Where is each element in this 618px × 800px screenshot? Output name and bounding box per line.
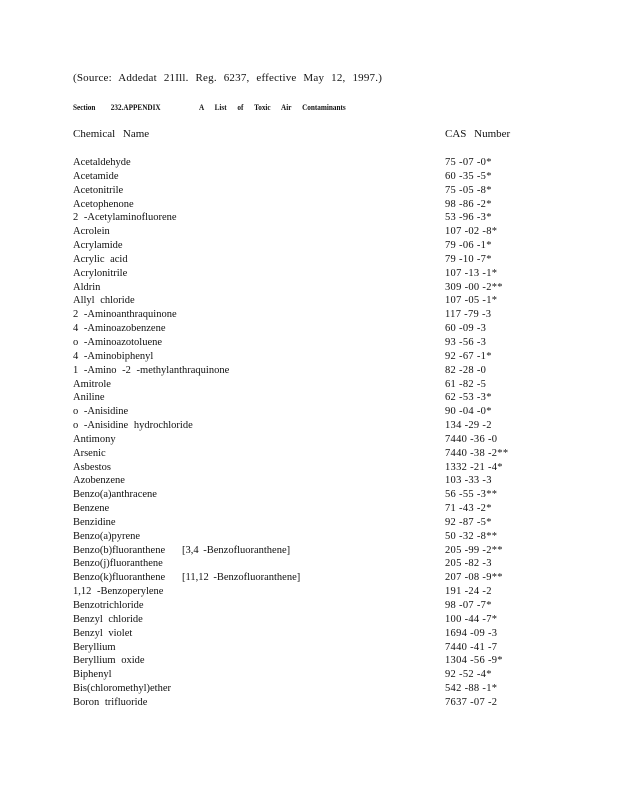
chemical-name: Biphenyl xyxy=(73,669,112,681)
chemical-name: Bis(chloromethyl)ether xyxy=(73,683,171,695)
list-item xyxy=(0,225,618,239)
chemical-name: Amitrole xyxy=(73,378,111,390)
chemical-name: Acrylonitrile xyxy=(73,267,128,279)
list-item xyxy=(0,253,618,267)
section-header xyxy=(73,103,346,112)
cas-number: 92 -52 -4* xyxy=(445,669,492,681)
list-item xyxy=(0,502,618,516)
chemical-name: Benzyl violet xyxy=(73,627,133,639)
cas-number: 82 -28 -0 xyxy=(445,364,487,376)
list-item xyxy=(0,668,618,682)
chemical-name: Benzo(b)fluoranthene xyxy=(73,544,166,556)
cas-number: 75 -07 -0* xyxy=(445,157,492,168)
list-item xyxy=(0,447,618,461)
list-item xyxy=(0,419,618,433)
contaminant-list xyxy=(0,156,618,710)
list-item xyxy=(0,198,618,212)
cas-number: 205 -99 -2** xyxy=(445,544,503,556)
cas-number: 98 -07 -7* xyxy=(445,600,492,611)
list-item xyxy=(0,627,618,641)
list-item xyxy=(0,682,618,696)
chemical-name: Benzo(a)anthracene xyxy=(73,489,157,501)
chemical-name: Benzo(j)fluoranthene xyxy=(73,558,163,570)
list-item xyxy=(0,364,618,378)
cas-number: 90 -04 -0* xyxy=(445,406,492,418)
chemical-name: Arsenic xyxy=(73,447,106,459)
list-item xyxy=(0,350,618,364)
list-item xyxy=(0,239,618,253)
list-item xyxy=(0,696,618,710)
cas-number: 98 -86 -2* xyxy=(445,198,492,210)
cas-number: 61 -82 -5 xyxy=(445,378,487,390)
chemical-name: 2 -Aminoanthraquinone xyxy=(73,309,177,321)
list-item xyxy=(0,474,618,488)
cas-number: 53 -96 -3* xyxy=(445,212,492,224)
list-item xyxy=(0,211,618,225)
cas-number: 107 -05 -1* xyxy=(445,295,498,307)
cas-number: 205 -82 -3 xyxy=(445,558,492,570)
chemical-name: 1 -Amino -2 -methylanthraquinone xyxy=(73,364,230,376)
list-item xyxy=(0,294,618,308)
cas-number: 1332 -21 -4* xyxy=(445,461,503,473)
cas-number: 107 -13 -1* xyxy=(445,267,498,279)
chemical-name: Allyl chloride xyxy=(73,295,135,307)
list-item xyxy=(0,571,618,585)
section-title: A List of Toxic Air Contaminants xyxy=(199,103,346,112)
cas-number: 50 -32 -8** xyxy=(445,530,498,542)
chemical-name: o -Aminoazotoluene xyxy=(73,336,163,348)
list-item xyxy=(0,336,618,350)
cas-number: 92 -67 -1* xyxy=(445,350,492,362)
list-item xyxy=(0,322,618,336)
list-item xyxy=(0,267,618,281)
cas-number: 60 -09 -3 xyxy=(445,323,487,335)
chemical-name: Benzene xyxy=(73,503,110,515)
cas-number: 1694 -09 -3 xyxy=(445,627,498,639)
cas-number-header: CAS Number xyxy=(445,128,511,140)
chemical-name: o -Anisidine hydrochloride xyxy=(73,420,193,432)
chemical-name: Benzotrichloride xyxy=(73,600,144,611)
cas-number: 309 -00 -2** xyxy=(445,281,503,293)
list-item xyxy=(0,156,618,170)
list-item xyxy=(0,488,618,502)
chemical-name: Beryllium oxide xyxy=(73,655,145,667)
list-item xyxy=(0,654,618,668)
chemical-name: 4 -Aminobiphenyl xyxy=(73,350,154,362)
section-label: Section xyxy=(73,103,96,112)
cas-number: 56 -55 -3** xyxy=(445,489,498,501)
chemical-name: Benzo(a)pyrene xyxy=(73,530,141,542)
chemical-name-header: Chemical Name xyxy=(73,128,150,140)
cas-number: 134 -29 -2 xyxy=(445,420,492,432)
chemical-name: Beryllium xyxy=(73,641,116,653)
chemical-name: 4 -Aminoazobenzene xyxy=(73,323,166,335)
chemical-name: Aldrin xyxy=(73,281,101,293)
cas-number: 107 -02 -8* xyxy=(445,226,498,238)
list-item xyxy=(0,378,618,392)
chemical-name: Antimony xyxy=(73,433,116,445)
chemical-name: o -Anisidine xyxy=(73,406,129,418)
chemical-name: Acetonitrile xyxy=(73,184,124,196)
cas-number: 71 -43 -2* xyxy=(445,503,492,515)
chemical-name: 2 -Acetylaminofluorene xyxy=(73,212,177,224)
cas-number: 7440 -41 -7 xyxy=(445,641,498,653)
chemical-name: Acrylamide xyxy=(73,240,123,252)
chemical-name: Azobenzene xyxy=(73,475,125,487)
list-item xyxy=(0,599,618,613)
chemical-name: Boron trifluoride xyxy=(73,696,148,708)
list-item xyxy=(0,281,618,295)
cas-number: 207 -08 -9** xyxy=(445,572,503,584)
list-item xyxy=(0,433,618,447)
chemical-name: Acetamide xyxy=(73,170,119,182)
chemical-synonym: [3,4 -Benzofluoranthene] xyxy=(182,544,291,556)
list-item xyxy=(0,308,618,322)
cas-number: 62 -53 -3* xyxy=(445,392,492,404)
cas-number: 92 -87 -5* xyxy=(445,516,492,528)
list-item xyxy=(0,557,618,571)
cas-number: 60 -35 -5* xyxy=(445,170,492,182)
list-item xyxy=(0,405,618,419)
chemical-name: Benzyl chloride xyxy=(73,613,143,625)
cas-number: 103 -33 -3 xyxy=(445,475,492,487)
section-appendix: 232.APPENDIX xyxy=(110,103,161,112)
cas-number: 7440 -36 -0 xyxy=(445,433,498,445)
list-item xyxy=(0,641,618,655)
cas-number: 93 -56 -3 xyxy=(445,336,487,348)
cas-number: 117 -79 -3 xyxy=(445,309,492,321)
chemical-name: Acetophenone xyxy=(73,198,134,210)
cas-number: 191 -24 -2 xyxy=(445,586,492,598)
chemical-name: Acrolein xyxy=(73,226,110,238)
chemical-synonym: [11,12 -Benzofluoranthene] xyxy=(182,572,301,584)
chemical-name: 1,12 -Benzoperylene xyxy=(73,586,164,598)
cas-number: 75 -05 -8* xyxy=(445,184,492,196)
list-item xyxy=(0,544,618,558)
chemical-name: Benzo(k)fluoranthene xyxy=(73,572,166,584)
list-item xyxy=(0,585,618,599)
cas-number: 7440 -38 -2** xyxy=(445,447,509,459)
chemical-name: Asbestos xyxy=(73,461,111,473)
cas-number: 7637 -07 -2 xyxy=(445,696,498,708)
chemical-name: Acrylic acid xyxy=(73,253,128,265)
cas-number: 79 -06 -1* xyxy=(445,240,492,252)
source-citation: (Source: Addedat 21Ill. Reg. 6237, effective May 12, 1997.) xyxy=(73,72,383,84)
list-item xyxy=(0,613,618,627)
cas-number: 79 -10 -7* xyxy=(445,253,492,265)
cas-number: 1304 -56 -9* xyxy=(445,655,503,667)
list-item xyxy=(0,391,618,405)
chemical-name: Aniline xyxy=(73,392,105,404)
list-item xyxy=(0,530,618,544)
chemical-name: Benzidine xyxy=(73,516,116,528)
list-item xyxy=(0,170,618,184)
list-item xyxy=(0,184,618,198)
list-item xyxy=(0,461,618,475)
cas-number: 542 -88 -1* xyxy=(445,683,498,695)
cas-number: 100 -44 -7* xyxy=(445,613,498,625)
chemical-name: Acetaldehyde xyxy=(73,157,131,168)
list-item xyxy=(0,516,618,530)
